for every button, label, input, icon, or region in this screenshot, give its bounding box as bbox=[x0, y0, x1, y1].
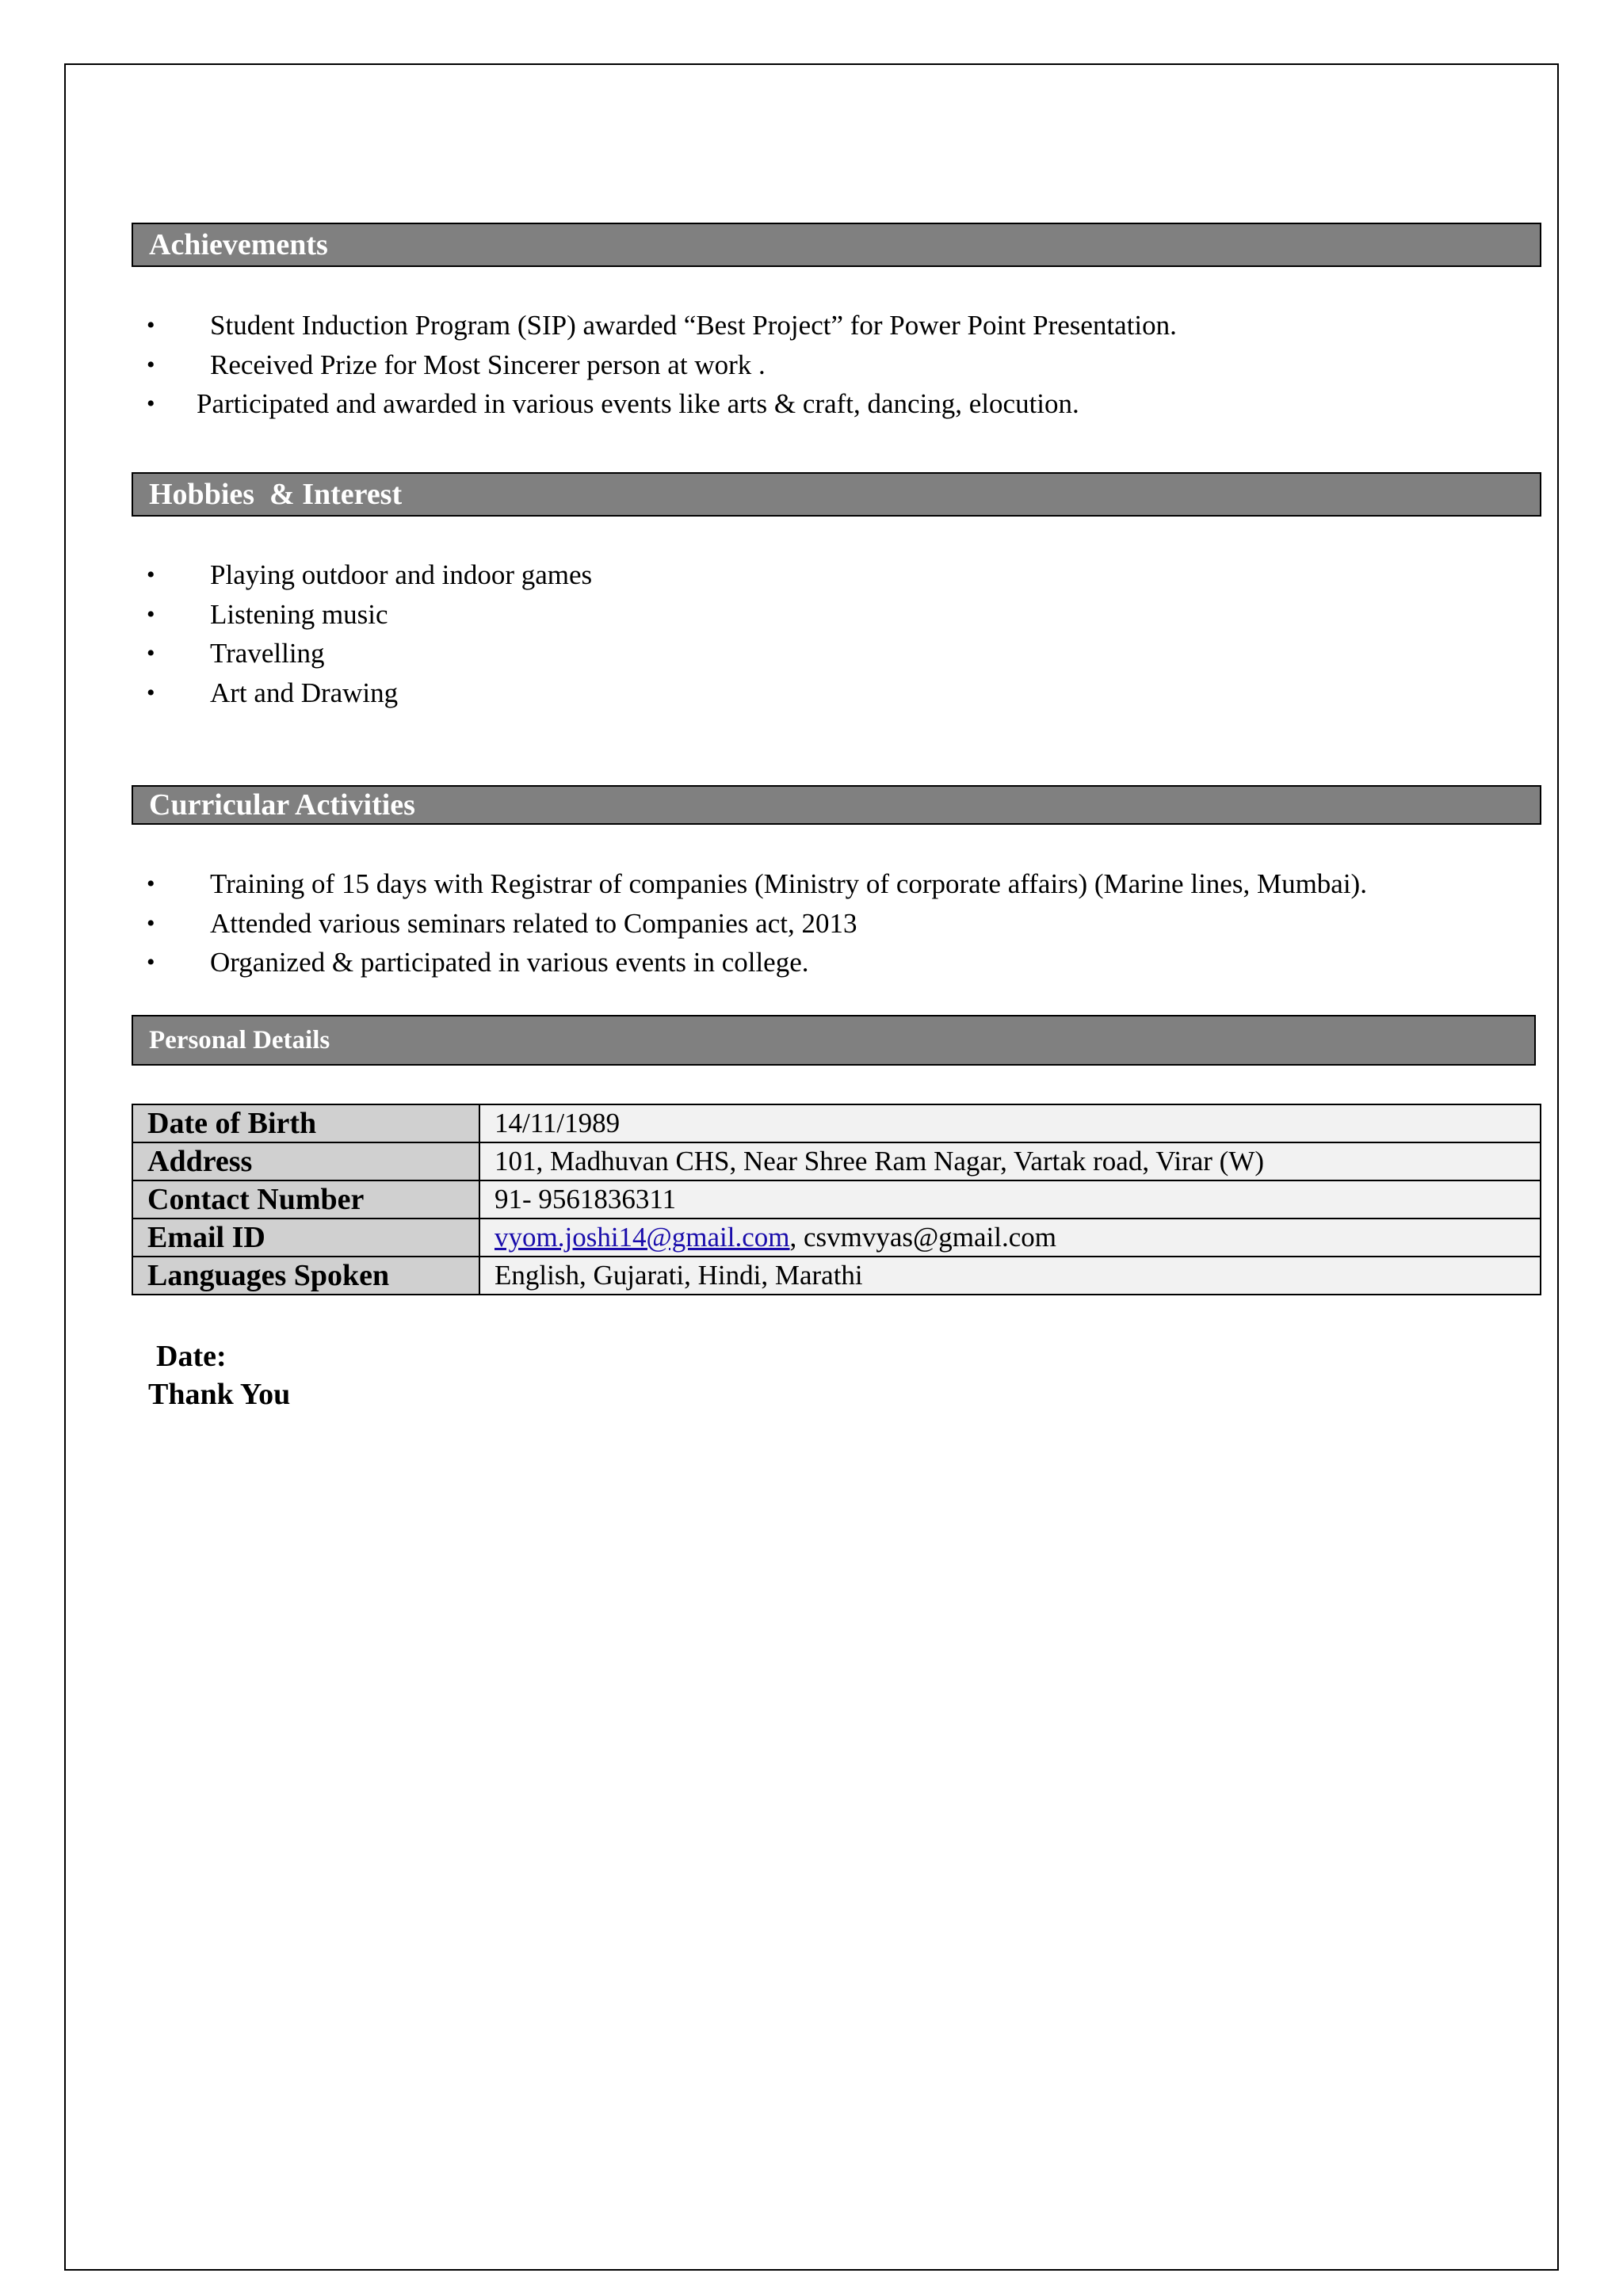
achievements-title: Achievements bbox=[149, 228, 328, 261]
curricular-list bbox=[147, 864, 1367, 982]
hobbies-header bbox=[132, 472, 1541, 517]
row-label: Address bbox=[132, 1142, 479, 1180]
list-item: • Student Induction Program (SIP) awarded “Best Project” for Power Point Presentation. bbox=[147, 306, 1177, 345]
bullet-icon: • bbox=[147, 640, 155, 666]
bullet-icon: • bbox=[147, 351, 155, 378]
row-value: 91- 9561836311 bbox=[479, 1180, 1541, 1219]
table-row bbox=[132, 1142, 1541, 1180]
row-value: English, Gujarati, Hindi, Marathi bbox=[479, 1257, 1541, 1295]
row-value: 14/11/1989 bbox=[479, 1104, 1541, 1142]
row-label: Languages Spoken bbox=[132, 1257, 479, 1295]
list-item: • Attended various seminars related to Companies act, 2013 bbox=[147, 904, 1367, 944]
list-item: • Travelling bbox=[147, 634, 592, 673]
row-value bbox=[479, 1219, 1541, 1257]
table-row bbox=[132, 1219, 1541, 1257]
list-item: • Training of 15 days with Registrar of companies (Ministry of corporate affairs) (Marine lines, Mumbai). bbox=[147, 864, 1367, 904]
thank-you: Thank You bbox=[148, 1378, 291, 1411]
curricular-header bbox=[132, 785, 1541, 825]
list-item: • Playing outdoor and indoor games bbox=[147, 555, 592, 595]
curricular-title: Curricular Activities bbox=[149, 788, 415, 822]
list-item: • Participated and awarded in various events like arts & craft, dancing, elocution. bbox=[147, 384, 1177, 424]
email-secondary: , csvmvyas@gmail.com bbox=[789, 1222, 1056, 1253]
bullet-icon: • bbox=[147, 391, 155, 417]
bullet-icon: • bbox=[147, 910, 155, 936]
bullet-icon: • bbox=[147, 949, 155, 975]
row-label: Date of Birth bbox=[132, 1104, 479, 1142]
bullet-icon: • bbox=[147, 601, 155, 627]
table-row bbox=[132, 1257, 1541, 1295]
bullet-icon: • bbox=[147, 871, 155, 897]
achievements-header bbox=[132, 223, 1541, 267]
hobbies-title: Hobbies & Interest bbox=[149, 478, 403, 511]
row-label: Email ID bbox=[132, 1219, 479, 1257]
table-row bbox=[132, 1104, 1541, 1142]
hobbies-list bbox=[147, 555, 592, 712]
date-label: Date: bbox=[156, 1340, 227, 1373]
table-row bbox=[132, 1180, 1541, 1219]
list-item: • Organized & participated in various events in college. bbox=[147, 943, 1367, 982]
personal-header bbox=[132, 1015, 1536, 1066]
email-link[interactable]: vyom.joshi14@gmail.com bbox=[495, 1222, 790, 1253]
bullet-icon: • bbox=[147, 679, 155, 706]
list-item: • Received Prize for Most Sincerer person at work . bbox=[147, 345, 1177, 385]
personal-title: Personal Details bbox=[149, 1025, 330, 1055]
personal-details-table bbox=[132, 1104, 1541, 1295]
list-item: • Art and Drawing bbox=[147, 673, 592, 713]
bullet-icon: • bbox=[147, 312, 155, 338]
row-value: 101, Madhuvan CHS, Near Shree Ram Nagar, Vartak road, Virar (W) bbox=[479, 1142, 1541, 1180]
list-item: • Listening music bbox=[147, 595, 592, 635]
bullet-icon: • bbox=[147, 562, 155, 588]
achievements-list bbox=[147, 306, 1177, 424]
row-label: Contact Number bbox=[132, 1180, 479, 1219]
